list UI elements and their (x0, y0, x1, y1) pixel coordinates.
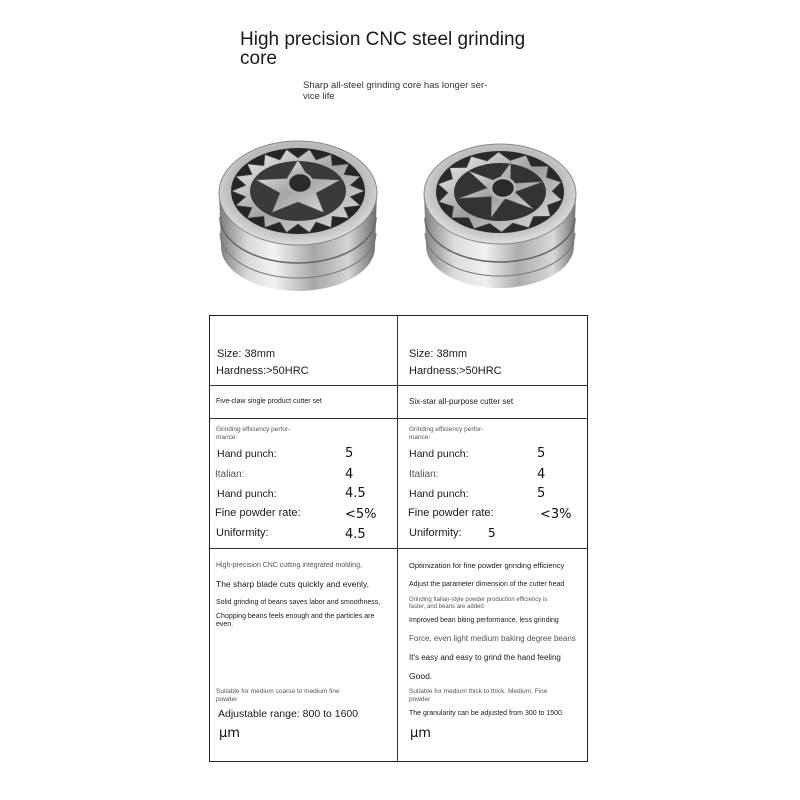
page-title-line1: High precision CNC steel grinding (240, 29, 526, 50)
left-italian-value: 4 (345, 467, 354, 482)
right-size: Size: 38mm (409, 348, 468, 360)
right-uniformity-label: Uniformity: (409, 527, 462, 539)
right-suitable-text: powder (409, 696, 431, 703)
left-uniformity-label: Uniformity: (216, 527, 269, 539)
left-uniformity-value: 4.5 (345, 527, 366, 542)
right-feature-line: Good. (409, 671, 433, 681)
left-suitable-text: Suitable for medium coarse to medium fine (216, 688, 340, 695)
right-hand-punch-2-value: 5 (537, 486, 546, 501)
right-feature-line: Adjust the parameter dimension of the cutter head (409, 581, 565, 588)
five-claw-burr-image (216, 135, 380, 295)
right-fine-powder-rate-label: Fine powder rate: (408, 507, 494, 519)
table-row-divider (209, 548, 588, 549)
left-fine-powder-rate-value: <5% (345, 507, 377, 522)
table-row-divider (209, 385, 588, 386)
right-hand-punch-label: Hand punch: (409, 448, 469, 460)
left-efficiency-heading: Grinding efficiency perfor- (216, 426, 291, 433)
right-efficiency-heading: mance: (409, 434, 431, 441)
right-italian-value: 4 (537, 467, 546, 482)
right-feature-line: Grinding Italian-style powder production efficiency is (409, 597, 548, 603)
left-hardness: Hardness:>50HRC (216, 365, 309, 377)
left-hand-punch-2-label: Hand punch: (217, 488, 277, 500)
left-feature-line: High-precision CNC cutting integrated molding, (216, 562, 362, 569)
right-suitable-text: Suitable for medium thick to thick. Medium. Fine (409, 688, 548, 695)
left-italian-label: Italian: (215, 469, 245, 480)
table-column-divider (397, 315, 398, 762)
left-suitable-text: powder (216, 696, 238, 703)
left-fine-powder-rate-label: Fine powder rate: (215, 507, 301, 519)
left-hand-punch-value: 5 (345, 446, 354, 461)
left-feature-line: Solid grinding of beans saves labor and smoothness, (216, 599, 381, 606)
right-hand-punch-2-label: Hand punch: (409, 488, 469, 500)
right-feature-line: Force, even light medium baking degree beans (409, 634, 576, 643)
right-cutter-name: Six-star all-purpose cutter set (409, 397, 514, 406)
page-subtitle-line2: vice life (303, 91, 335, 102)
left-cutter-name: Five-claw single product cutter set (216, 398, 322, 405)
left-feature-line: even. (216, 621, 234, 628)
left-hand-punch-label: Hand punch: (217, 448, 277, 460)
left-efficiency-heading: mance: (216, 434, 238, 441)
right-efficiency-heading: Grinding efficiency perfor- (409, 426, 484, 433)
right-hand-punch-value: 5 (537, 446, 546, 461)
left-unit: μm (219, 726, 240, 741)
right-hardness: Hardness:>50HRC (409, 365, 502, 377)
page-title-line2: core (240, 48, 277, 69)
page-subtitle-line1: Sharp all-steel grinding core has longer ser- (303, 80, 488, 91)
right-feature-line: Optimization for fine powder grinding efficiency (409, 561, 565, 570)
left-range-text: Adjustable range: 800 to 1600 (218, 708, 359, 720)
six-star-burr-image (421, 138, 581, 296)
right-fine-powder-rate-value: <3% (540, 507, 572, 522)
right-feature-line: Improved bean biting performance, less grinding (409, 617, 559, 624)
right-feature-line: It's easy and easy to grind the hand feeling (409, 653, 561, 662)
right-range-text: The granularity can be adjusted from 300 to 1500. (409, 710, 564, 717)
right-uniformity-value: 5 (488, 526, 496, 540)
left-hand-punch-2-value: 4.5 (345, 486, 366, 501)
left-size: Size: 38mm (217, 348, 276, 360)
right-italian-label: Italian: (409, 469, 439, 480)
right-feature-line: faster, and beans are added (409, 604, 484, 610)
left-feature-line: The sharp blade cuts quickly and evenly, (216, 579, 369, 589)
table-row-divider (209, 418, 588, 419)
left-feature-line: Chopping beans feels enough and the particles are (216, 613, 375, 620)
right-unit: μm (410, 726, 431, 741)
